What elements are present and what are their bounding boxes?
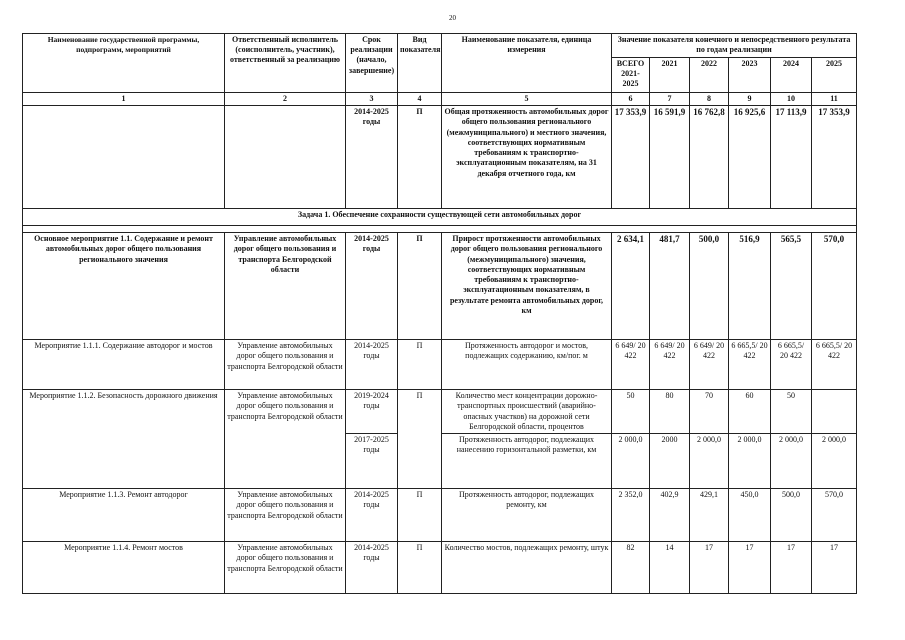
column-index-row: [23, 93, 857, 106]
summary-type: П: [398, 106, 442, 209]
header-indicator-type: Вид показателя: [398, 34, 442, 93]
header-year: 2021: [650, 57, 690, 92]
event-1-1-3-value: 570,0: [812, 489, 857, 542]
event-1-1-2-period: 2019-2024 годы: [346, 390, 398, 434]
event-1-1-2-value: [812, 390, 857, 434]
event-1-1-2-value-2: 2 000,0: [729, 434, 771, 489]
event-1-1-4-responsible: Управление автомобильных дорог общего пользования и транспорта Белгородской области: [225, 542, 346, 594]
event-1-1-3-indicator: Протяженность автодорог, подлежащих ремонту, км: [442, 489, 612, 542]
main-event-name: Основное мероприятие 1.1. Содержание и ремонт автомобильных дорог общего пользования регионального значения: [23, 233, 225, 340]
event-1-1-3-value: 500,0: [771, 489, 812, 542]
event-1-1-1-period: 2014-2025 годы: [346, 340, 398, 390]
column-index: 2: [225, 93, 346, 106]
event-1-1-4-value: 82: [612, 542, 650, 594]
event-1-1-3-value: 429,1: [690, 489, 729, 542]
main-event-indicator: Прирост протяженности автомобильных дорог общего пользования регионального (межмуниципального) значения, соответствующих нормативным требованиям к транспортно-эксплуатационным показателям, в результате ремонта автомобильных дорог, км: [442, 233, 612, 340]
event-1-1-2-indicator: Количество мест концентрации дорожно-транспортных происшествий (аварийно-опасных участков) на дорожной сети Белгородской области, процентов: [442, 390, 612, 434]
event-1-1-1-value: 6 665,5/ 20 422: [729, 340, 771, 390]
main-event-value: 500,0: [690, 233, 729, 340]
event-1-1-1-row: [23, 340, 857, 390]
main-event-period: 2014-2025 годы: [346, 233, 398, 340]
column-index: 1: [23, 93, 225, 106]
event-1-1-3-value: 402,9: [650, 489, 690, 542]
summary-value-2025: 17 353,9: [812, 106, 857, 209]
header-program-name: Наименование государственной программы, подпрограмм, мероприятий: [23, 34, 225, 93]
summary-indicator: Общая протяженность автомобильных дорог общего пользования регионального (межмуниципального) и местного значения, соответствующих нормативным требованиям к транспортно-эксплуатационным показателям, на 31 декабря отчетного года, км: [442, 106, 612, 209]
event-1-1-4-period: 2014-2025 годы: [346, 542, 398, 594]
event-1-1-4-value: 17: [771, 542, 812, 594]
header-indicator-name: Наименование показателя, единица измерения: [442, 34, 612, 93]
event-1-1-4-value: 17: [729, 542, 771, 594]
event-1-1-1-name: Мероприятие 1.1.1. Содержание автодорог и мостов: [23, 340, 225, 390]
summary-responsible: [225, 106, 346, 209]
event-1-1-2-value: 70: [690, 390, 729, 434]
event-1-1-3-row: [23, 489, 857, 542]
summary-value-2024: 17 113,9: [771, 106, 812, 209]
event-1-1-2-value-2: 2000: [650, 434, 690, 489]
summary-row: [23, 106, 857, 209]
column-index: 8: [690, 93, 729, 106]
event-1-1-1-type: П: [398, 340, 442, 390]
column-index: 4: [398, 93, 442, 106]
event-1-1-2-responsible: Управление автомобильных дорог общего пользования и транспорта Белгородской области: [225, 390, 346, 489]
page-number: 20: [449, 14, 456, 22]
event-1-1-4-value: 17: [812, 542, 857, 594]
main-event-value: 481,7: [650, 233, 690, 340]
spacer-cell: [23, 226, 857, 233]
summary-value-2021: 16 591,9: [650, 106, 690, 209]
event-1-1-2-value: 60: [729, 390, 771, 434]
main-event-row: [23, 233, 857, 340]
event-1-1-4-value: 17: [690, 542, 729, 594]
column-index: 7: [650, 93, 690, 106]
event-1-1-1-indicator: Протяженность автодорог и мостов, подлежащих содержанию, км/пог. м: [442, 340, 612, 390]
event-1-1-1-value: 6 649/ 20 422: [650, 340, 690, 390]
event-1-1-2-period-2: 2017-2025 годы: [346, 434, 398, 489]
event-1-1-3-value: 2 352,0: [612, 489, 650, 542]
column-index: 6: [612, 93, 650, 106]
event-1-1-4-type: П: [398, 542, 442, 594]
event-1-1-1-value: 6 649/ 20 422: [690, 340, 729, 390]
main-event-type: П: [398, 233, 442, 340]
main-event-responsible: Управление автомобильных дорог общего пользования и транспорта Белгородской области: [225, 233, 346, 340]
column-index: 3: [346, 93, 398, 106]
event-1-1-2-row: [23, 390, 857, 434]
event-1-1-4-indicator: Количество мостов, подлежащих ремонту, штук: [442, 542, 612, 594]
header-total: ВСЕГО 2021-2025: [612, 57, 650, 92]
header-responsible: Ответственный исполнитель (соисполнитель, участник), ответственный за реализацию: [225, 34, 346, 93]
event-1-1-2-value-2: 2 000,0: [612, 434, 650, 489]
column-index: 9: [729, 93, 771, 106]
header-period: Срок реализации (начало, завершение): [346, 34, 398, 93]
program-table: [22, 33, 857, 594]
event-1-1-3-value: 450,0: [729, 489, 771, 542]
event-1-1-4-name: Мероприятие 1.1.4. Ремонт мостов: [23, 542, 225, 594]
event-1-1-2-value: 80: [650, 390, 690, 434]
event-1-1-3-type: П: [398, 489, 442, 542]
main-event-value: 570,0: [812, 233, 857, 340]
event-1-1-1-responsible: Управление автомобильных дорог общего пользования и транспорта Белгородской области: [225, 340, 346, 390]
event-1-1-2-value-2: 2 000,0: [812, 434, 857, 489]
event-1-1-2-value-2: 2 000,0: [690, 434, 729, 489]
main-event-value: 2 634,1: [612, 233, 650, 340]
spacer-row: [23, 226, 857, 233]
event-1-1-4-value: 14: [650, 542, 690, 594]
summary-value-2022: 16 762,8: [690, 106, 729, 209]
event-1-1-1-value: 6 649/ 20 422: [612, 340, 650, 390]
header-year: 2022: [690, 57, 729, 92]
header-year: 2024: [771, 57, 812, 92]
event-1-1-1-value: 6 665,5/ 20 422: [812, 340, 857, 390]
main-event-value: 565,5: [771, 233, 812, 340]
event-1-1-3-period: 2014-2025 годы: [346, 489, 398, 542]
event-1-1-2-name: Мероприятие 1.1.2. Безопасность дорожного движения: [23, 390, 225, 489]
event-1-1-2-value: 50: [612, 390, 650, 434]
summary-period: 2014-2025 годы: [346, 106, 398, 209]
header-row: [23, 34, 857, 58]
main-event-value: 516,9: [729, 233, 771, 340]
task-row: [23, 209, 857, 226]
event-1-1-2-type: П: [398, 390, 442, 489]
event-1-1-4-row: [23, 542, 857, 594]
column-index: 5: [442, 93, 612, 106]
event-1-1-3-name: Мероприятие 1.1.3. Ремонт автодорог: [23, 489, 225, 542]
task-title: Задача 1. Обеспечение сохранности существующей сети автомобильных дорог: [23, 209, 857, 226]
summary-name: [23, 106, 225, 209]
event-1-1-1-value: 6 665,5/ 20 422: [771, 340, 812, 390]
event-1-1-2-indicator-2: Протяженность автодорог, подлежащих нанесению горизонтальной разметки, км: [442, 434, 612, 489]
column-index: 10: [771, 93, 812, 106]
header-year: 2025: [812, 57, 857, 92]
summary-value-2023: 16 925,6: [729, 106, 771, 209]
header-values-group: Значение показателя конечного и непосредственного результата по годам реализации: [612, 34, 857, 58]
header-year: 2023: [729, 57, 771, 92]
event-1-1-2-value-2: 2 000,0: [771, 434, 812, 489]
column-index: 11: [812, 93, 857, 106]
event-1-1-2-value: 50: [771, 390, 812, 434]
summary-value-total: 17 353,9: [612, 106, 650, 209]
event-1-1-3-responsible: Управление автомобильных дорог общего пользования и транспорта Белгородской области: [225, 489, 346, 542]
